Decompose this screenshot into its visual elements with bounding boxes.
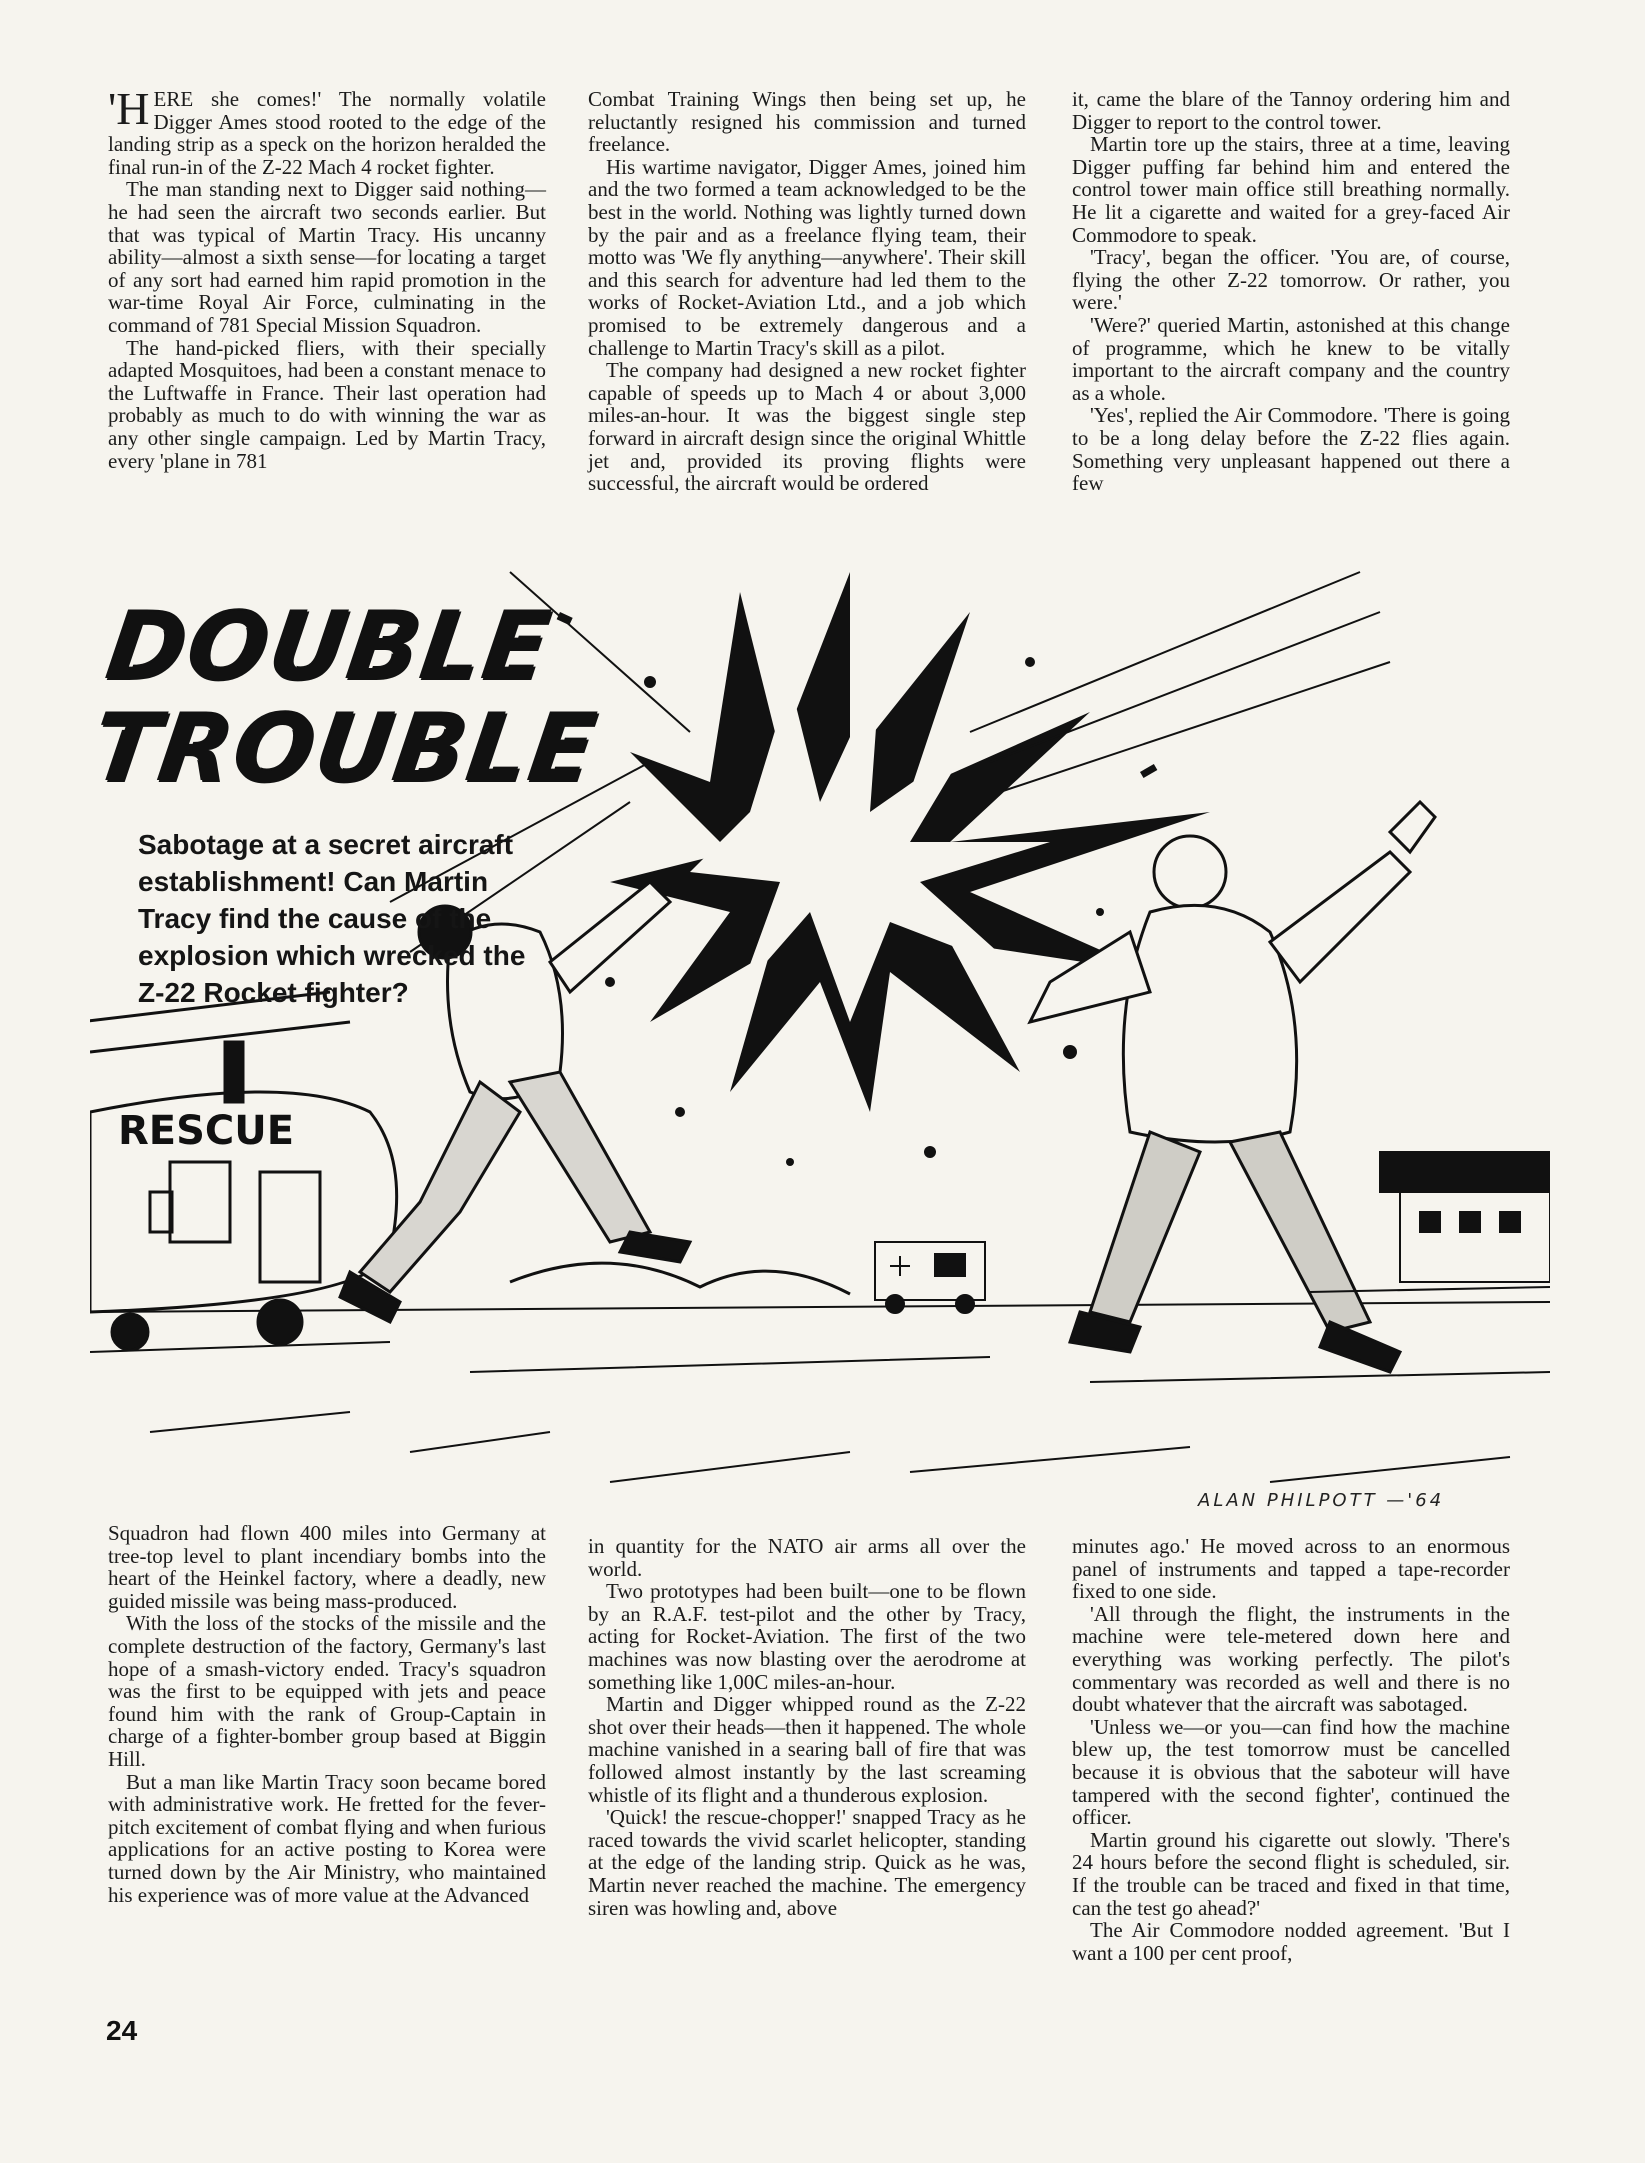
paragraph: His wartime navigator, Digger Ames, joined him and the two formed a team acknowledged to be the best in the world. Nothing was lightly turned down by the pair and as a freelance flying team, their motto was 'We fly anything—anywhere'. Their skill and this search for adventure had led them to the works of Rocket-Aviation Ltd., and a job which promised to be extremely dangerous and a challenge to Martin Tracy's skill as a pilot.	[588, 154, 1026, 360]
paragraph: Combat Training Wings then being set up, he reluctantly resigned his commission and turned freelance.	[588, 87, 1026, 157]
paragraph: 'Quick! the rescue-chopper!' snapped Tracy as he raced towards the vivid scarlet helicopter, standing at the edge of the landing strip. Quick as he was, Martin never reached the machine. The emergency siren was howling and, above	[588, 1805, 1026, 1920]
paragraph: Martin ground his cigarette out slowly. 'There's 24 hours before the second flight is scheduled, sir. If the trouble can be traced and fixed in that time, can the test go ahead?'	[1072, 1827, 1510, 1920]
paragraph: 'Were?' queried Martin, astonished at this change of programme, which he knew to be vitally important to the aircraft company and the country as a whole.	[1072, 312, 1510, 405]
paragraph: it, came the blare of the Tannoy ordering him and Digger to report to the control tower.	[1072, 87, 1510, 134]
paragraph: Martin tore up the stairs, three at a time, leaving Digger puffing far behind him and entered the control tower main office still breathing normally. He lit a cigarette and waited for a grey-faced Air Commodore to speak.	[1072, 132, 1510, 247]
article-title	[87, 594, 657, 805]
title-line-2: TROUBLE	[87, 696, 606, 805]
article-standfirst: Sabotage at a secret aircraft establishment! Can Martin Tracy find the cause of the explosion which wrecked the Z-22 Rocket fighter?	[138, 829, 526, 1008]
paragraph: 'All through the flight, the instruments in the machine were tele-metered down here and everything was working perfectly. The pilot's commentary was recorded as well and there is no doubt whatever that the aircraft was sabotaged.	[1072, 1601, 1510, 1717]
paragraph: in quantity for the NATO air arms all over the world.	[588, 1534, 1026, 1581]
paragraph: 'Unless we—or you—can find how the machine blew up, the test tomorrow must be cancelled because it is obvious that the saboteur will have tampered with the second fighter', continued the officer.	[1072, 1714, 1510, 1830]
drop-cap: 'H	[108, 83, 150, 134]
top-column-2	[588, 88, 1026, 495]
helicopter-lettering: RESCUE	[118, 1108, 295, 1154]
paragraph: 'Yes', replied the Air Commodore. 'There is going to be a long delay before the Z-22 flies again. Something very unpleasant happened out there a few	[1072, 403, 1510, 496]
paragraph: But a man like Martin Tracy soon became bored with administrative work. He fretted for the fever-pitch excitement of combat flying and when furious applications for an active posting to Korea were turned down by the Air Ministry, who maintained his experience was of more value at the Advanced	[108, 1769, 546, 1907]
opening-paragraph-text: ERE she comes!' The normally volatile Digger Ames stood rooted to the edge of the landing strip as a speck on the horizon heralded the final run-in of the Z-22 Mach 4 rocket fighter.	[108, 87, 546, 179]
paragraph: Martin and Digger whipped round as the Z-22 shot over their heads—then it happened. The whole machine vanished in a searing ball of fire that was followed almost instantly by the last screaming whistle of its flight and a thunderous explosion.	[588, 1692, 1026, 1807]
paragraph: Two prototypes had been built—one to be flown by an R.A.F. test-pilot and the other by Tracy, acting for Rocket-Aviation. The first of the two machines was now blasting over the aerodrome at something like 1,00C miles-an-hour.	[588, 1579, 1026, 1694]
bottom-column-3	[1072, 1535, 1510, 1964]
paragraph: The man standing next to Digger said nothing—he had seen the aircraft two seconds earlier. But that was typical of Martin Tracy. His uncanny ability—almost a sixth sense—for locating a target of any sort had earned him rapid promotion in the war-time Royal Air Force, culminating in the command of 781 Special Mission Squadron.	[108, 177, 546, 337]
paragraph: Squadron had flown 400 miles into Germany at tree-top level to plant incendiary bombs into the heart of the Heinkel factory, where a deadly, new guided missile was being mass-produced.	[108, 1521, 546, 1613]
bottom-column-1	[108, 1522, 546, 1906]
paragraph: With the loss of the stocks of the missile and the complete destruction of the factory, Germany's last hope of a smash-victory ended. Tracy's squadron was the first to be equipped with jets and peace found him with the rank of Group-Captain in charge of a fighter-bomber group based at Biggin Hill.	[108, 1611, 546, 1771]
paragraph: 'Tracy', began the officer. 'You are, of course, flying the other Z-22 tomorrow. Or rather, you were.'	[1072, 245, 1510, 315]
title-line-1: DOUBLE	[101, 594, 559, 703]
bottom-column-2	[588, 1535, 1026, 1919]
top-column-1	[108, 83, 546, 473]
paragraph: The Air Commodore nodded agreement. 'But I want a 100 per cent proof,	[1072, 1918, 1510, 1965]
page-number: 24	[106, 2015, 138, 2046]
running-figure-martin	[1030, 802, 1435, 1372]
top-column-3	[1072, 88, 1510, 495]
paragraph: The hand-picked fliers, with their specially adapted Mosquitoes, had been a constant menace to the Luftwaffe in France. Their last operation had probably as much to do with winning the war as any other single campaign. Led by Martin Tracy, every 'plane in 781	[108, 335, 546, 473]
paragraph: The company had designed a new rocket fighter capable of speeds up to Mach 4 or about 3,000 miles-an-hour. It was the biggest single step forward in aircraft design since the original Whittle jet and, provided its proving flights were successful, the aircraft would be ordered	[588, 358, 1026, 496]
paragraph: minutes ago.' He moved across to an enormous panel of instruments and tapped a tape-recorder fixed to one side.	[1072, 1534, 1510, 1604]
opening-paragraph	[108, 83, 546, 179]
artist-signature: ALAN PHILPOTT —'64	[1198, 1490, 1445, 1511]
ambulance	[875, 1242, 985, 1313]
